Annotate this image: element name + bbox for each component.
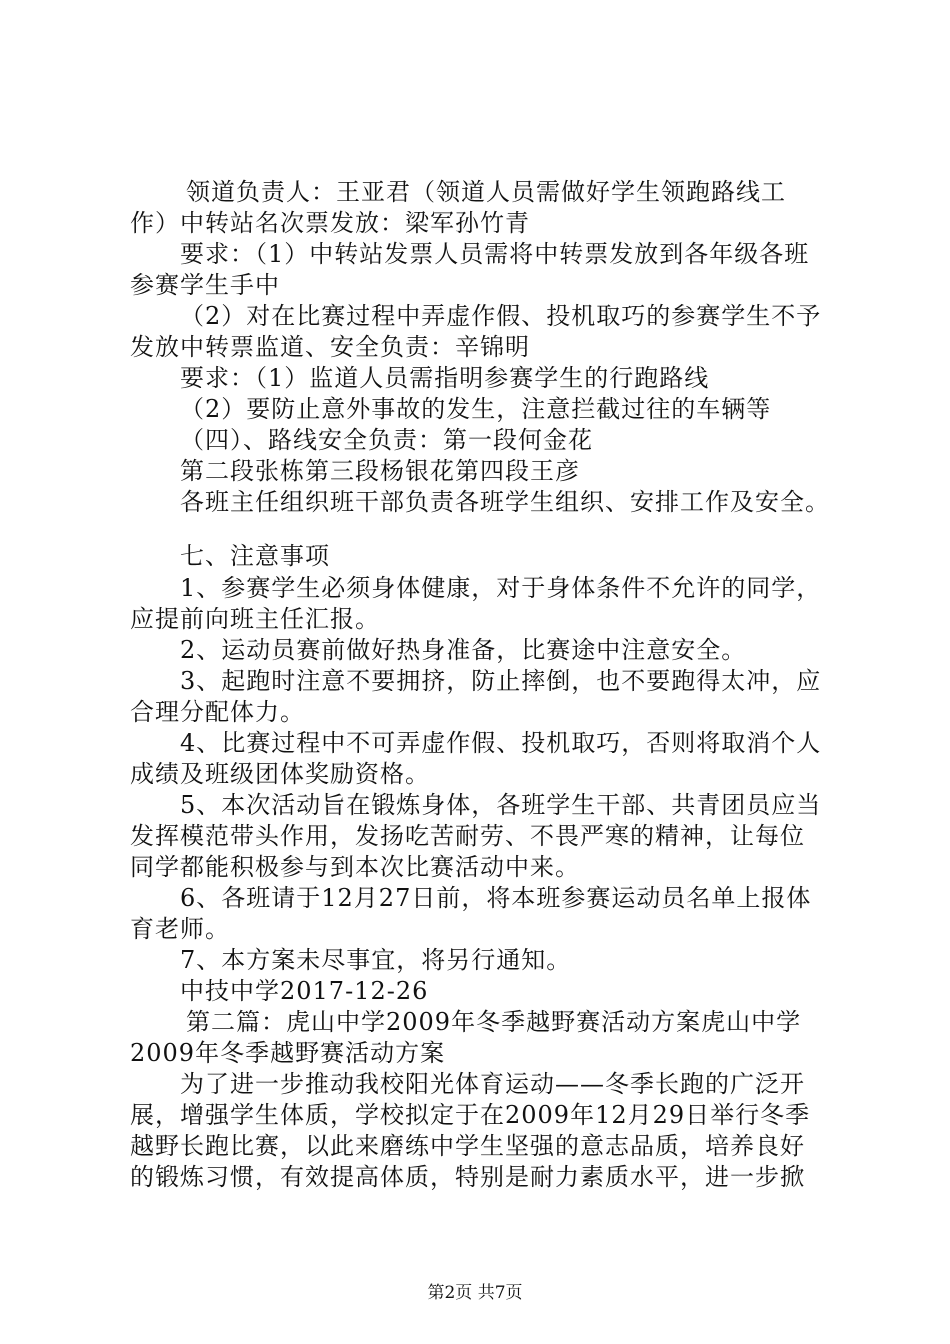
text-line: 育老师。: [130, 915, 230, 943]
text-line: 各班主任组织班干部负责各班学生组织、安排工作及安全。: [180, 488, 830, 516]
text-line: 成绩及班级团体奖励资格。: [130, 760, 430, 788]
text-line: 同学都能积极参与到本次比赛活动中来。: [130, 853, 580, 881]
text-line: 的锻炼习惯，有效提高体质，特别是耐力素质水平，进一步掀: [130, 1163, 805, 1191]
text-line: 参赛学生手中: [130, 271, 280, 299]
text-line: 越野长跑比赛，以此来磨练中学生坚强的意志品质，培养良好: [130, 1132, 805, 1160]
text-line: 为了进一步推动我校阳光体育运动——冬季长跑的广泛开: [180, 1070, 805, 1098]
text-line: （四）、路线安全负责：第一段何金花: [180, 426, 593, 454]
text-line: 发挥模范带头作用，发扬吃苦耐劳、不畏严寒的精神，让每位: [130, 822, 805, 850]
text-line: 作）中转站名次票发放：梁军孙竹青: [130, 209, 530, 237]
text-line: 中技中学2017-12-26: [180, 977, 429, 1005]
text-line: 2009年冬季越野赛活动方案: [130, 1039, 446, 1067]
text-line: 2、运动员赛前做好热身准备，比赛途中注意安全。: [180, 636, 747, 664]
text-line: 5、本次活动旨在锻炼身体，各班学生干部、共青团员应当: [180, 791, 822, 819]
text-line: 合理分配体力。: [130, 698, 305, 726]
text-line: 展，增强学生体质，学校拟定于在2009年12月29日举行冬季: [130, 1101, 811, 1129]
text-line: 1、参赛学生必须身体健康，对于身体条件不允许的同学，: [180, 574, 822, 602]
text-line: 6、各班请于12月27日前，将本班参赛运动员名单上报体: [180, 884, 812, 912]
text-line: （2）要防止意外事故的发生，注意拦截过往的车辆等: [180, 395, 772, 423]
text-line: 要求：（1）监道人员需指明参赛学生的行跑路线: [180, 364, 710, 392]
page-footer: 第2页 共7页: [427, 1283, 523, 1303]
section-heading: 七、注意事项: [180, 542, 330, 570]
text-line: 发放中转票监道、安全负责：辛锦明: [130, 333, 530, 361]
text-line: 领道负责人：王亚君（领道人员需做好学生领跑路线工: [186, 178, 786, 206]
text-line: 7、本方案未尽事宜，将另行通知。: [180, 946, 572, 974]
text-line: 第二段张栋第三段杨银花第四段王彦: [180, 457, 580, 485]
text-line: （2）对在比赛过程中弄虚作假、投机取巧的参赛学生不予: [180, 302, 822, 330]
text-line: 4、比赛过程中不可弄虚作假、投机取巧，否则将取消个人: [180, 729, 822, 757]
text-line: 第二篇：虎山中学2009年冬季越野赛活动方案虎山中学: [186, 1008, 802, 1036]
text-line: 应提前向班主任汇报。: [130, 605, 380, 633]
text-line: 3、起跑时注意不要拥挤，防止摔倒，也不要跑得太冲，应: [180, 667, 822, 695]
text-line: 要求：（1）中转站发票人员需将中转票发放到各年级各班: [180, 240, 810, 268]
